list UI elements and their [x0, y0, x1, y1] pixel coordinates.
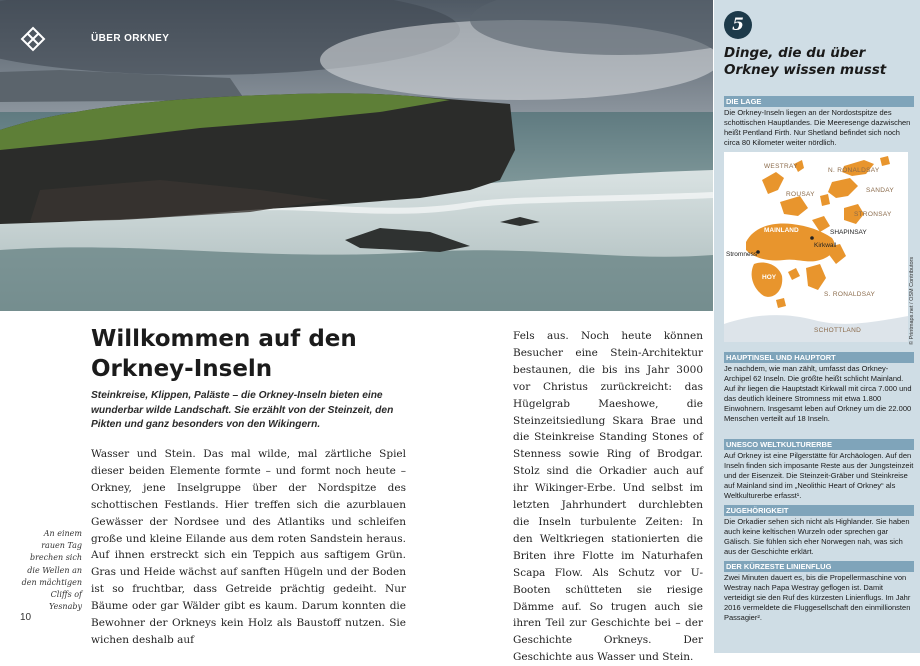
sidebar-text-hauptinsel: Je nachdem, wie man zählt, umfasst das Orkney-Archipel 62 Inseln. Die größte heißt schlicht Mainland. Auf ihr liegen die Hauptstadt Kirkwall mit circa 7.000 und das deutlich kleinere Stromness mit etwa 1.800 Einwohnern. Insgesamt leben auf Orkney um die 22.000 Menschen verteilt auf 18 Inseln.	[724, 364, 912, 424]
map-label-stronsay: STRONSAY	[854, 211, 892, 218]
page-number: 10	[20, 612, 32, 623]
map-label-schottland: SCHOTTLAND	[814, 327, 862, 334]
map-label-n-ronaldsay: N. RONALDSAY	[828, 167, 880, 174]
map-label-westray: WESTRAY	[764, 163, 798, 170]
map-credit: © Printmaps.net / OSM Contributors	[909, 256, 915, 345]
map-label-hoy: HOY	[762, 274, 777, 281]
sidebar-heading-lage: DIE LAGE	[724, 96, 914, 107]
sidebar-text-lage: Die Orkney-Inseln liegen an der Nordostspitze des schottischen Hauptlandes. Die Meeresenge dazwischen heißt Pentland Firth. Nur Shetland befindet sich noch circa 80 Kilometer weiter nördlich.	[724, 108, 911, 148]
map-label-s-ronaldsay: S. RONALDSAY	[824, 291, 876, 298]
sidebar-text-unesco: Auf Orkney ist eine Pilgerstätte für Archäologen. Auf den Inseln finden sich imposante Reste aus der Jungsteinzeit und der Eisenzeit. Die Steinzeit-Gräber und Steinkreise auf Mainland sind im „Neolithic Heart of Orkney“ als Weltkulturerbe erfasst¹.	[724, 451, 914, 501]
map-label-sanday: SANDAY	[866, 187, 895, 194]
knot-logo-icon	[20, 26, 46, 52]
orkney-map	[724, 152, 908, 342]
sidebar-heading-hauptinsel: HAUPTINSEL UND HAUPTORT	[724, 352, 914, 363]
sidebar-text-linienflug: Zwei Minuten dauert es, bis die Propellermaschine von Westray nach Papa Westray geflogen ist. Damit verteidigt sie den Ruf des kürzesten Linienflugs. Im Jahr 2016 vermeldete die Fluggesellschaft den einmillionsten Passagier².	[724, 573, 911, 623]
map-label-kirkwall: Kirkwall	[814, 242, 837, 249]
cliff-seascape-image	[0, 0, 713, 311]
sidebar-heading-zugehoerigkeit: ZUGEHÖRIGKEIT	[724, 505, 914, 516]
orkney-map-graphic	[724, 152, 908, 342]
map-label-shapinsay: SHAPINSAY	[830, 229, 867, 236]
article-title: Willkommen auf den Orkney-Inseln	[91, 326, 357, 382]
sidebar-heading-unesco: UNESCO WELTKULTURERBE	[724, 439, 914, 450]
map-label-rousay: ROUSAY	[786, 191, 815, 198]
sidebar-text-zugehoerigkeit: Die Orkadier sehen sich nicht als Highlander. Sie haben auch keine keltischen Wurzeln oder sprechen gar Gälisch. Sie fühlen sich eher Norwegen nah, was sich aus der Geschichte erklärt.	[724, 517, 910, 557]
sidebar-title: Dinge, die du über Orkney wissen musst	[724, 45, 887, 78]
fact-sidebar	[714, 0, 920, 653]
sidebar-heading-linienflug: DER KÜRZESTE LINIENFLUG	[724, 561, 914, 572]
article-body-column-1: Wasser und Stein. Das mal wilde, mal zärtliche Spiel dieser beiden Elemente formte – und formt noch heute – Orkney, jene Inselgruppe über der Nordspitze des schottischen Festlands. Hier treffen sich die azurblauen Gewässer der Nordsee und des Atlantiks und schleifen große und kleine Eilande aus dem roten Sandstein heraus. Auf ihnen erstreckt sich ein Teppich aus saftigem Grün. Gras und Heide wächst auf sanften Hügeln und der Boden ist so fruchtbar, dass Getreide prächtig gedeiht. Nur Bäume oder gar Wälder gibt es kaum. Darum konnten die Bewohner der Orkneys kein Holz als Baustoff nutzen. Sie wichen deshalb auf	[91, 448, 406, 646]
hero-photo	[0, 0, 713, 311]
article-lead: Steinkreise, Klippen, Paläste – die Orkney-Inseln bieten eine wunderbar wilde Landschaft. Sie erzählt von der Steinzeit, den Pikten und ganz besonders von den Wikingern.	[91, 390, 394, 430]
map-label-stromness: Stromness	[726, 251, 758, 258]
article-body-column-2: Fels aus. Noch heute können Besucher eine Stein-Architektur bestaunen, die bis ins Jahr 3000 vor Christus zurückreicht: das Hügelgrab Maeshowe, die Steinzeitsiedlung Skara Brae und die Steinkreise Standing Stones of Stenness sowie Ring of Brodgar. Stolz sind die Orkadier auch auf ihr Wikinger-Erbe. Und selbst im letzten Jahrhundert durchlebten die Inseln turbulente Zeiten: In den Weltkriegen stationierten die Briten ihre Flotte im Naturhafen Scapa Flow. Als Schutz vor U-Booten schütteten sie riesige Dämme auf. So trugen auch sie ihren Teil zur Geschichte bei – der Geschichte Orkneys. Der Geschichte aus Wasser und Stein.	[513, 330, 703, 664]
photo-caption: An einem rauen Tag brechen sich die Wellen an den mächtigen Cliffs of Yesnaby	[21, 529, 82, 612]
map-label-mainland: MAINLAND	[764, 227, 799, 234]
sidebar-number-badge: 5	[724, 11, 752, 39]
section-kicker: ÜBER ORKNEY	[91, 33, 170, 44]
